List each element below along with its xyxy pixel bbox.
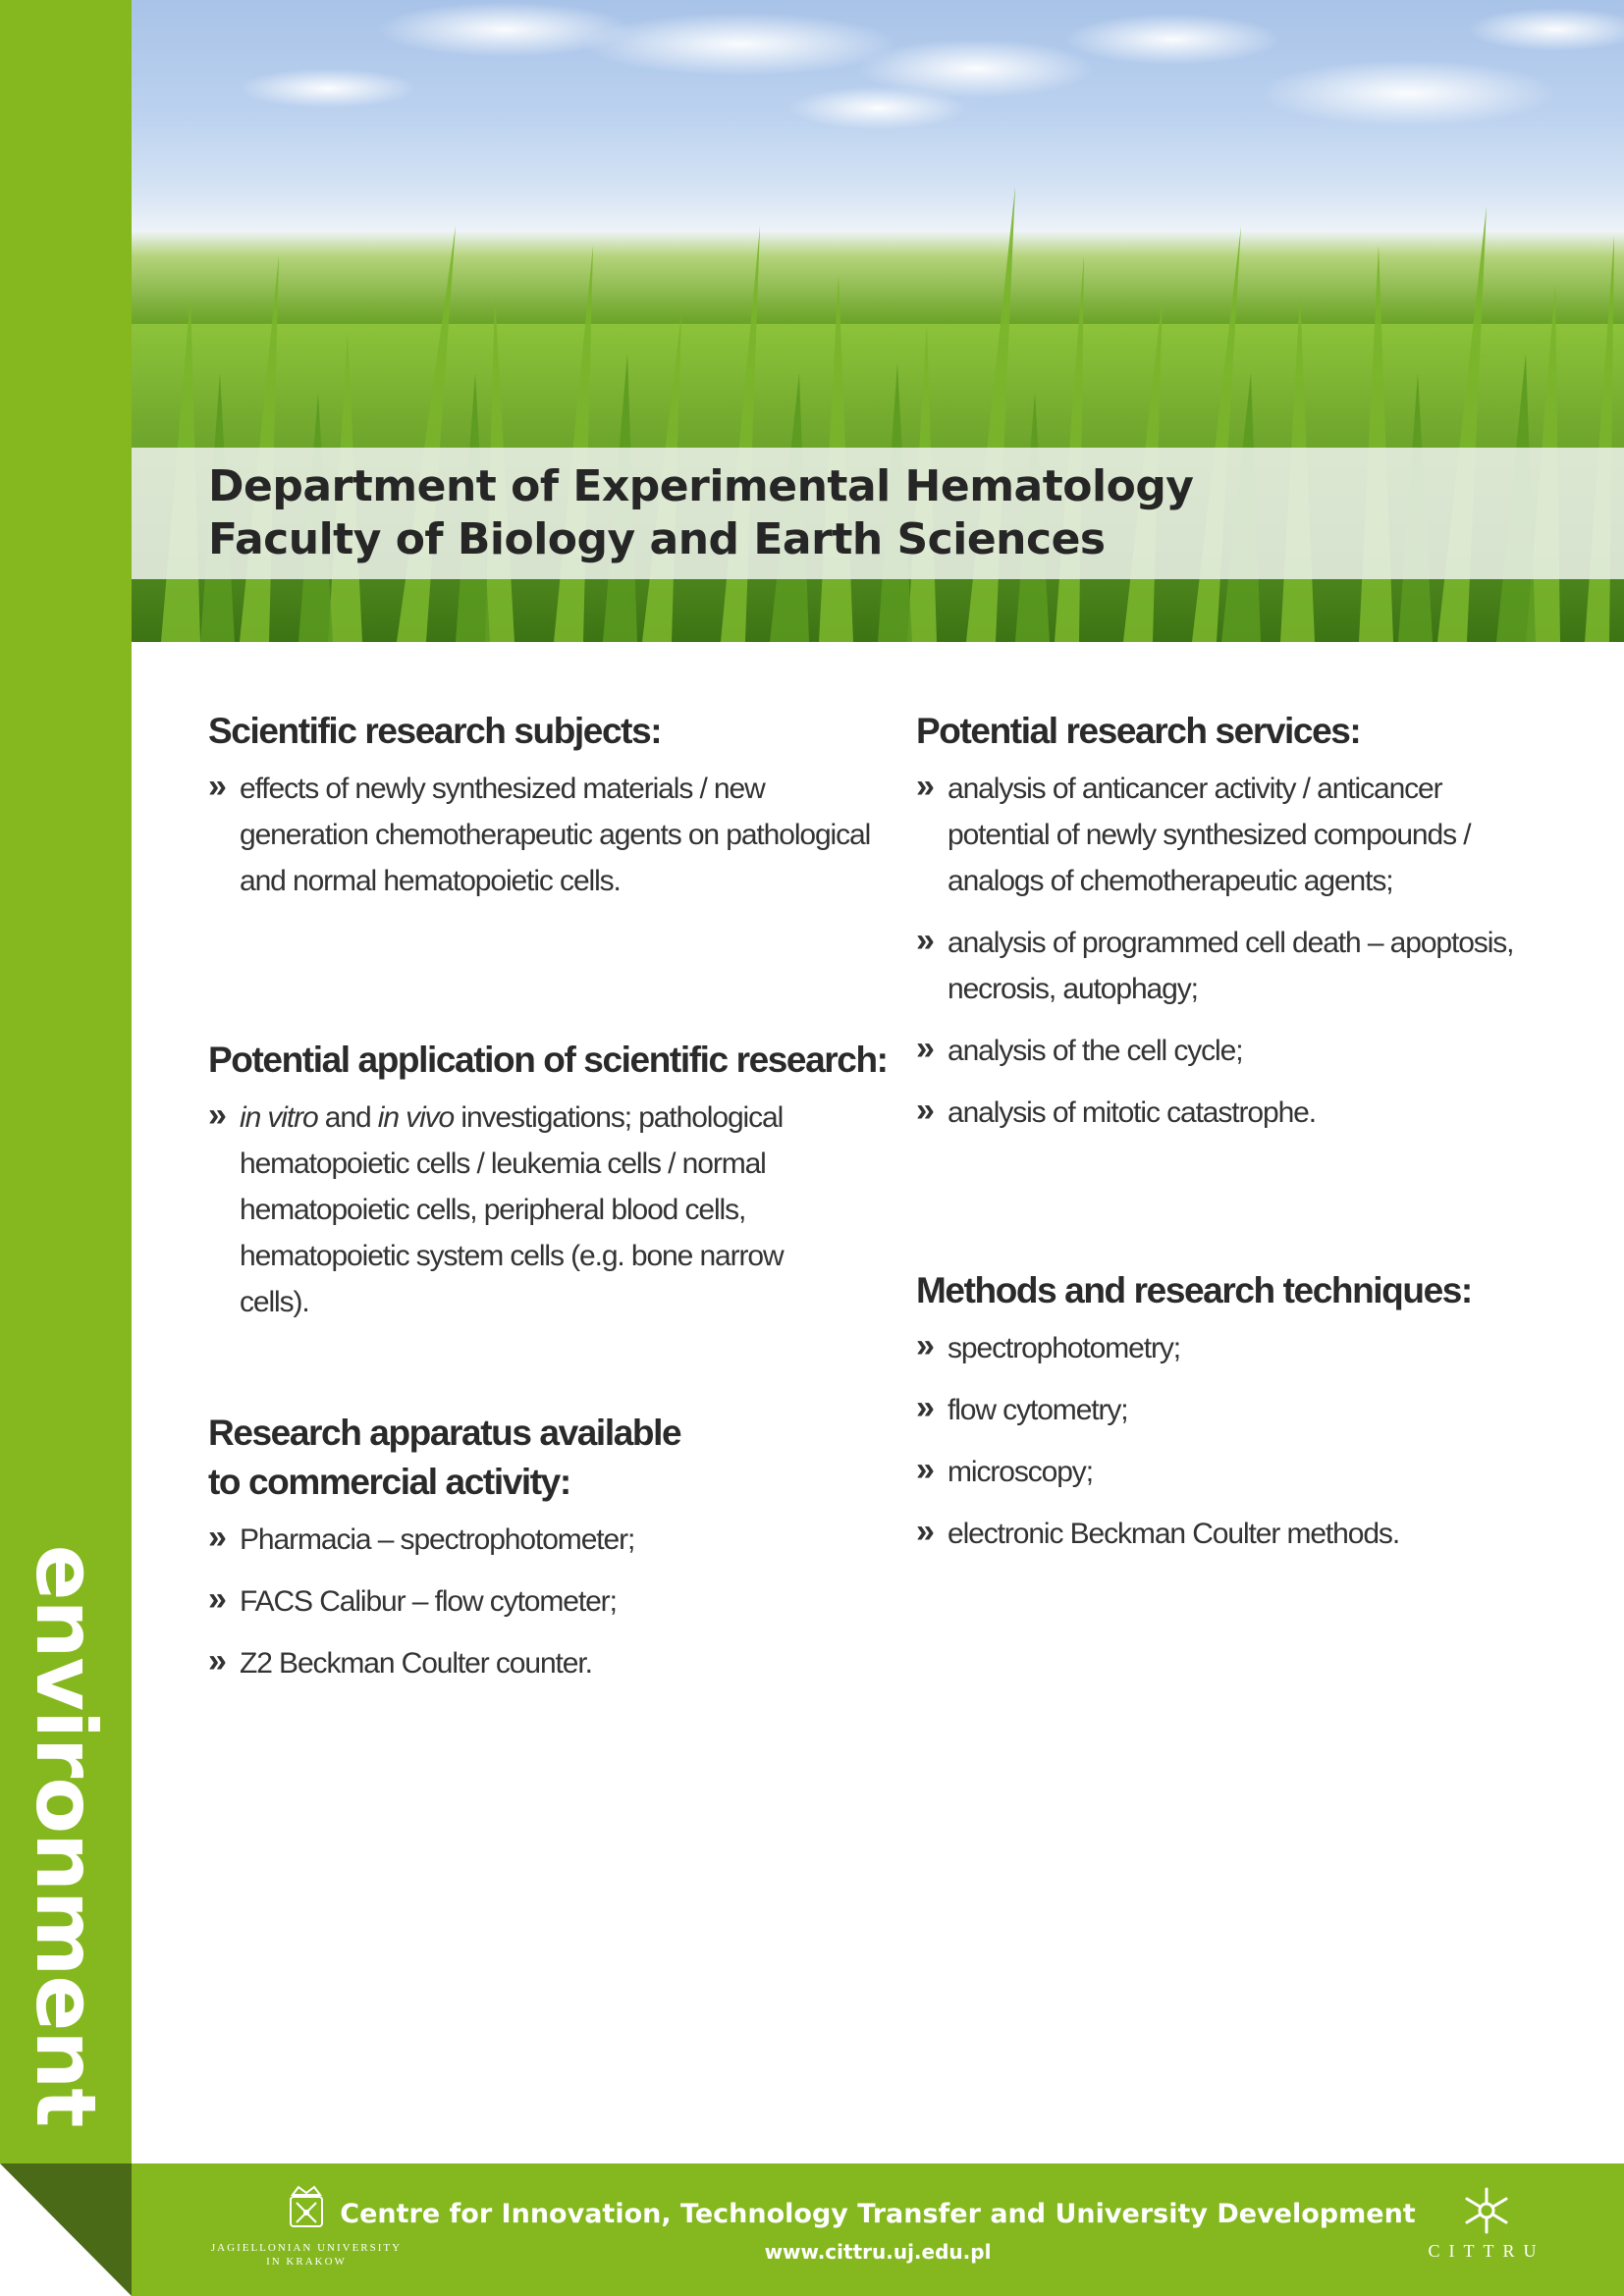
list-item: » analysis of the cell cycle; [916,1028,1603,1074]
bullet-list [208,1095,895,1325]
uj-name-line1: JAGIELLONIAN UNIVERSITY [210,2242,403,2254]
section-heading: Scientific research subjects: [208,711,662,751]
list-item: » effects of newly synthesized materials / new generation chemotherapeutic agents on pathological and normal hematopoietic cells. [208,766,876,904]
section-research-services [916,707,1603,1151]
section-methods-techniques [916,1266,1603,1573]
list-item-text: and [317,1101,378,1134]
side-band [0,0,132,2163]
section-heading [208,1409,895,1507]
section-heading-line1: Research apparatus available [208,1413,681,1453]
bullet-list [208,1517,895,1686]
section-research-subjects [208,707,895,920]
cittru-name: CITTRU [1428,2241,1545,2261]
section-potential-application [208,1036,895,1341]
uj-name-line2: IN KRAKOW [266,2256,347,2268]
cittru-star-icon [1457,2185,1516,2236]
section-research-apparatus [208,1409,895,1702]
page-title-line1: Department of Experimental Hematology [208,461,1194,511]
list-item-text: investigations; pathological hematopoietic cells / leukemia cells / normal hematopoietic cells, peripheral blood cells, hematopoietic system cells (e.g. bone narrow cells). [240,1101,784,1318]
corner-triangle [0,2163,132,2296]
italic-term: in vivo [377,1101,455,1134]
section-heading: Methods and research techniques: [916,1270,1472,1310]
footer [132,2163,1624,2296]
list-item: » spectrophotometry; [916,1325,1603,1371]
list-item: » flow cytometry; [916,1387,1603,1433]
list-item [208,1095,837,1325]
cittru-logo [1398,2185,1575,2283]
list-item: » analysis of mitotic catastrophe. [916,1090,1603,1136]
italic-term: in vitro [240,1101,318,1134]
bullet-list [208,766,895,904]
footer-url[interactable]: www.cittru.uj.edu.pl [764,2240,992,2264]
page-title-line2: Faculty of Biology and Earth Sciences [208,514,1106,564]
bullet-list [916,1325,1603,1557]
bullet-list [916,766,1603,1136]
list-item: » electronic Beckman Coulter methods. [916,1511,1603,1557]
section-heading-line2: to commercial activity: [208,1462,570,1502]
uj-logo [208,2181,405,2289]
list-item: » Pharmacia – spectrophotometer; [208,1517,895,1563]
list-item: » FACS Calibur – flow cytometer; [208,1578,895,1625]
list-item: » microscopy; [916,1449,1603,1495]
section-heading: Potential application of scientific research: [208,1040,888,1080]
list-item: » analysis of anticancer activity / anticancer potential of newly synthesized compounds / analogs of chemotherapeutic agents; [916,766,1525,904]
list-item: » analysis of programmed cell death – apoptosis, necrosis, autophagy; [916,920,1525,1012]
side-label: environment [18,1544,114,2127]
list-item: » Z2 Beckman Coulter counter. [208,1640,895,1686]
section-heading: Potential research services: [916,711,1361,751]
footer-centre-name: Centre for Innovation, Technology Transfer and University Development [340,2199,1416,2229]
